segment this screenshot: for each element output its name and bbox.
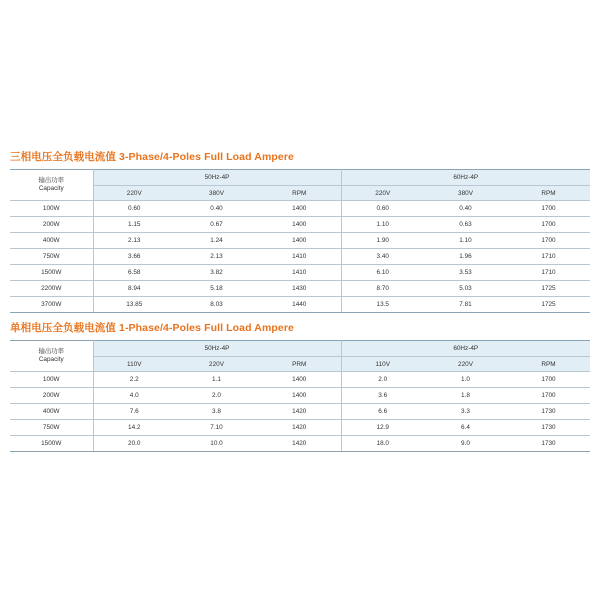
table-cell: 1700	[507, 388, 590, 404]
capacity-cell: 200W	[10, 217, 93, 233]
table-cell: 1.1	[175, 372, 258, 388]
table-cell: 1700	[507, 217, 590, 233]
table-cell: 3.66	[93, 249, 175, 265]
table-cell: 1440	[258, 297, 341, 313]
table-cell: 1.10	[341, 217, 424, 233]
table-row	[10, 388, 590, 404]
table-row	[10, 201, 590, 217]
single-phase-section	[10, 320, 590, 452]
table-cell: 1400	[258, 388, 341, 404]
three-phase-section	[10, 149, 590, 313]
table-cell: 3.40	[341, 249, 424, 265]
table-cell: 1.96	[424, 249, 507, 265]
table-cell: 5.18	[175, 281, 258, 297]
table-cell: 2.13	[175, 249, 258, 265]
capacity-cell: 200W	[10, 388, 93, 404]
table-cell: 1420	[258, 436, 341, 452]
table-cell: 1700	[507, 372, 590, 388]
table-cell: 13.5	[341, 297, 424, 313]
table-cell: 7.10	[175, 420, 258, 436]
table-cell: 8.94	[93, 281, 175, 297]
table-cell: 1.15	[93, 217, 175, 233]
single-phase-title: 单相电压全负载电流值 1-Phase/4-Poles Full Load Ampere	[10, 322, 294, 334]
column-header: RPM	[507, 186, 590, 201]
table-cell: 0.63	[424, 217, 507, 233]
header-row-columns	[10, 357, 590, 372]
table-cell: 3.3	[424, 404, 507, 420]
table-row	[10, 217, 590, 233]
header-row-groups	[10, 341, 590, 357]
header-row-groups	[10, 170, 590, 186]
table-row	[10, 372, 590, 388]
table-cell: 1400	[258, 372, 341, 388]
table-cell: 1420	[258, 420, 341, 436]
table-row	[10, 297, 590, 313]
table-row	[10, 281, 590, 297]
table-cell: 1400	[258, 217, 341, 233]
table-cell: 0.40	[175, 201, 258, 217]
table-cell: 4.0	[93, 388, 175, 404]
column-header: 220V	[424, 357, 507, 372]
capacity-cell: 1500W	[10, 436, 93, 452]
column-header: 110V	[93, 357, 175, 372]
column-header: 380V	[175, 186, 258, 201]
capacity-cell: 2200W	[10, 281, 93, 297]
table-cell: 1730	[507, 404, 590, 420]
table-cell: 2.0	[341, 372, 424, 388]
capacity-header	[10, 341, 93, 372]
capacity-cell: 400W	[10, 404, 93, 420]
table-cell: 2.2	[93, 372, 175, 388]
column-header: 220V	[341, 186, 424, 201]
table-cell: 6.4	[424, 420, 507, 436]
capacity-header-cn: 输出功率	[38, 348, 65, 355]
table-cell: 6.6	[341, 404, 424, 420]
column-header: PRM	[258, 357, 341, 372]
column-header: 220V	[175, 357, 258, 372]
table-cell: 9.0	[424, 436, 507, 452]
table-cell: 14.2	[93, 420, 175, 436]
table-cell: 1710	[507, 265, 590, 281]
table-cell: 1.90	[341, 233, 424, 249]
capacity-cell: 750W	[10, 249, 93, 265]
capacity-header-en: Capacity	[38, 185, 64, 192]
table-cell: 1725	[507, 297, 590, 313]
capacity-cell: 750W	[10, 420, 93, 436]
table-cell: 1.10	[424, 233, 507, 249]
capacity-cell: 1500W	[10, 265, 93, 281]
column-header: 110V	[341, 357, 424, 372]
table-cell: 1725	[507, 281, 590, 297]
column-header: RPM	[258, 186, 341, 201]
table-cell: 18.0	[341, 436, 424, 452]
table-cell: 12.9	[341, 420, 424, 436]
table-cell: 0.60	[93, 201, 175, 217]
single-phase-table	[10, 340, 590, 452]
table-cell: 6.10	[341, 265, 424, 281]
table-cell: 5.03	[424, 281, 507, 297]
capacity-cell: 3700W	[10, 297, 93, 313]
table-cell: 20.0	[93, 436, 175, 452]
table-cell: 1730	[507, 420, 590, 436]
table-row	[10, 249, 590, 265]
three-phase-title: 三相电压全负载电流值 3-Phase/4-Poles Full Load Ampere	[10, 151, 294, 163]
group-header-60hz: 60Hz-4P	[341, 170, 590, 186]
table-cell: 1.8	[424, 388, 507, 404]
column-header: RPM	[507, 357, 590, 372]
table-cell: 7.6	[93, 404, 175, 420]
table-cell: 1730	[507, 436, 590, 452]
table-row	[10, 265, 590, 281]
capacity-header-cn: 输出功率	[38, 177, 65, 184]
table-cell: 7.81	[424, 297, 507, 313]
table-cell: 13.85	[93, 297, 175, 313]
capacity-cell: 100W	[10, 372, 93, 388]
table-row	[10, 404, 590, 420]
table-cell: 1710	[507, 249, 590, 265]
table-cell: 0.40	[424, 201, 507, 217]
table-cell: 1430	[258, 281, 341, 297]
table-cell: 6.58	[93, 265, 175, 281]
three-phase-table	[10, 169, 590, 313]
capacity-header-en: Capacity	[38, 356, 64, 363]
table-cell: 1700	[507, 201, 590, 217]
table-cell: 8.03	[175, 297, 258, 313]
table-cell: 2.0	[175, 388, 258, 404]
table-cell: 0.67	[175, 217, 258, 233]
table-cell: 0.60	[341, 201, 424, 217]
table-cell: 1.0	[424, 372, 507, 388]
table-cell: 1400	[258, 201, 341, 217]
header-row-columns	[10, 186, 590, 201]
table-cell: 1.24	[175, 233, 258, 249]
table-cell: 8.70	[341, 281, 424, 297]
table-row	[10, 420, 590, 436]
table-row	[10, 233, 590, 249]
table-cell: 1700	[507, 233, 590, 249]
table-cell: 1410	[258, 265, 341, 281]
group-header-50hz: 50Hz-4P	[93, 341, 341, 357]
group-header-60hz: 60Hz-4P	[341, 341, 590, 357]
table-cell: 3.53	[424, 265, 507, 281]
table-cell: 1410	[258, 249, 341, 265]
table-cell: 3.8	[175, 404, 258, 420]
column-header: 380V	[424, 186, 507, 201]
group-header-50hz: 50Hz-4P	[93, 170, 341, 186]
capacity-header	[10, 170, 93, 201]
table-cell: 1420	[258, 404, 341, 420]
table-cell: 10.0	[175, 436, 258, 452]
table-cell: 3.6	[341, 388, 424, 404]
capacity-cell: 100W	[10, 201, 93, 217]
table-cell: 2.13	[93, 233, 175, 249]
table-row	[10, 436, 590, 452]
capacity-cell: 400W	[10, 233, 93, 249]
table-cell: 1400	[258, 233, 341, 249]
column-header: 220V	[93, 186, 175, 201]
table-cell: 3.82	[175, 265, 258, 281]
